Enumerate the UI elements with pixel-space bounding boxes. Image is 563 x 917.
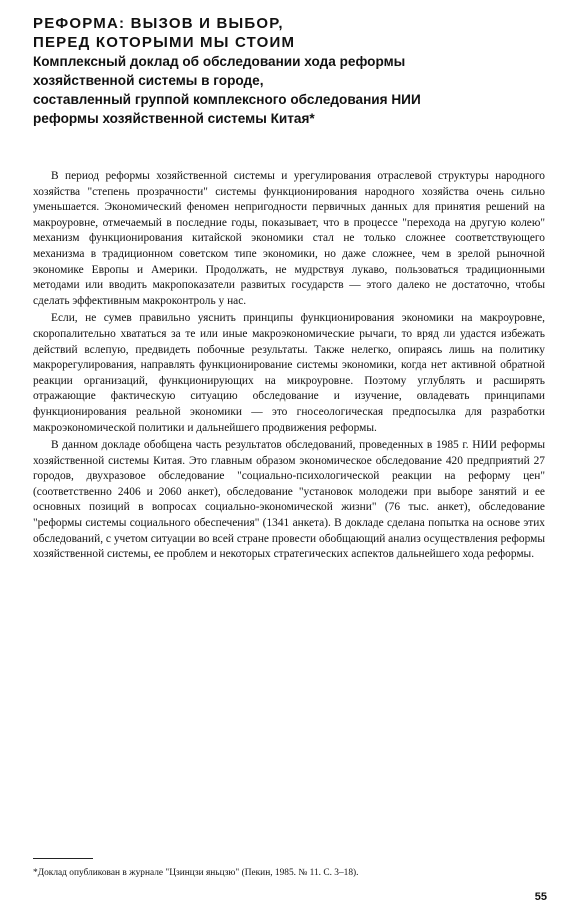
body-paragraph-1: В период реформы хозяйственной системы и урегулирования отраслевой структуры народного хозяйства "степень прозрачности" системы функционирования народного хозяйства очень сильно уменьшается. Экономический феномен непригодности первичных данных для принятия решений на макроуровне, отмечаемый в последние годы, показывает, что в процессе "перехода на другую колею" механизм функционирования китайской экономики стал не только сложнее соответствующего механизма в традиционном советском типе экономики, но даже сложнее, чем в зрелой рыночной экономике Европы и Америки. Продолжать, не мудрствуя лукаво, пользоваться традиционными методами или вводить макропоказатели развитых государств — этого далеко не достаточно, чтобы сделать эффективным макроконтроль у нас. <box>33 170 545 307</box>
footnote: *Доклад опубликован в журнале "Цзинцзи яньцзю" (Пекин, 1985. № 11. С. 3–18). <box>33 868 359 878</box>
article-subtitle-line-2: хозяйственной системы в городе, <box>33 73 264 88</box>
article-title-line-2: ПЕРЕД КОТОРЫМИ МЫ СТОИМ <box>33 34 296 51</box>
article-subtitle-line-3: составленный группой комплексного обследования НИИ <box>33 92 421 107</box>
footnote-divider <box>33 858 93 859</box>
article-subtitle-line-1: Комплексный доклад об обследовании хода реформы <box>33 54 406 69</box>
page-number: 55 <box>534 891 547 903</box>
body-paragraph-2: Если, не сумев правильно уяснить принципы функционирования экономики на макроуровне, скоропалительно хвататься за те или иные макроэкономические рычаги, то вряд ли удастся избежать действий вслепую, предвидеть побочные результаты. Также нелегко, опираясь лишь на политику макрорегулирования, направлять функционирование системы экономики, когда нет активной обратной реакции организаций, функционирующих на микроуровне. Поэтому углублять и расширять отражающие фактическую ситуацию обследование и изучение, овладевать принципами функционирования реальной экономики — это гносеологическая предпосылка для разработки макроэкономической политики и дальнейшего продвижения реформы. <box>33 312 545 434</box>
article-body <box>33 169 545 565</box>
article-title-line-1: РЕФОРМА: ВЫЗОВ И ВЫБОР, <box>33 15 284 32</box>
body-paragraph-3: В данном докладе обобщена часть результатов обследований, проведенных в 1985 г. НИИ реформы хозяйственной системы Китая. Это главным образом экономическое обследование 420 предприятий 27 городов, двухразовое обследование "социально-психологической реакции на реформу цен" (соответственно 2406 и 2060 анкет), обследование "установок молодежи при выборе занятий и ее основных позиций в вопросах социально-экономической жизни" (76 тыс. анкет), обследование "реформы системы социального обеспечения" (1341 анкета). В докладе сделана попытка на основе этих обследований, с учетом ситуации во всей стране провести обобщающий анализ осуществления реформы хозяйственной системы, ее проблем и некоторых стратегических аспектов дальнейшего хода реформы. <box>33 439 545 561</box>
article-header <box>33 14 543 128</box>
article-subtitle-line-4: реформы хозяйственной системы Китая* <box>33 111 315 126</box>
